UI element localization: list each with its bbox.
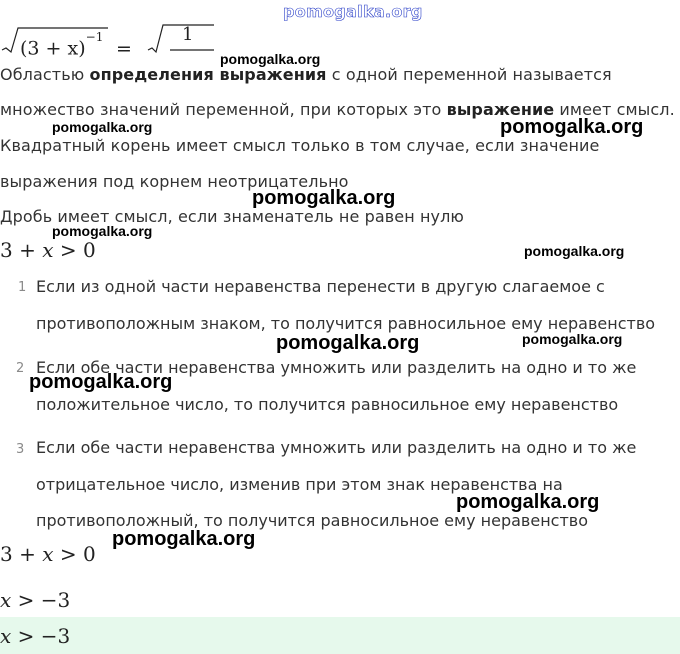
rule-3-line-3: противоположный, то получится равносильное ему неравенство [36,511,588,530]
rule-2-line-1: Если обе части неравенства умножить или разделить на одно и то же [36,358,637,377]
definition-line-1: Областью определения выражения с одной переменной называется [0,65,612,84]
inequality-2: 3 + x > 0 [0,542,96,566]
watermark: pomogalka.org [522,331,623,347]
rule-1-line-1: Если из одной части неравенства перенести в другую слагаемое с [36,277,605,296]
watermark: pomogalka.org [52,119,153,135]
watermark: pomogalka.org [276,332,420,354]
watermark: pomogalka.org [52,223,153,239]
rule-2-line-2: положительное число, то получится равносильное ему неравенство [36,395,619,414]
inequality-3: x > −3 [0,588,71,612]
rule-number: 2 [16,361,25,376]
inequality-1: 3 + x > 0 [0,238,96,262]
rule-1-line-2: противоположным знаком, то получится равносильное ему неравенство [36,314,656,333]
rule-number: 3 [16,442,25,457]
rule-3-line-2: отрицательное число, изменив при этом знак неравенства на [36,475,563,494]
inequality-answer: x > −3 [0,624,71,648]
answer-highlight [0,617,680,654]
rule-3-line-1: Если обе части неравенства умножить или разделить на одно и то же [36,438,637,457]
watermark: pomogalka.org [220,51,321,67]
watermark-top: pomogalka.org [283,2,423,21]
fraction-condition: Дробь имеет смысл, если знаменатель не равен нулю [0,207,464,226]
top-formula-numerator: 1 [182,24,194,45]
top-formula-equals: = [116,38,132,60]
sqrt-condition-line-1: Квадратный корень имеет смысл только в том случае, если значение [0,136,600,155]
watermark: pomogalka.org [456,491,600,513]
rule-number: 1 [18,280,27,295]
watermark: pomogalka.org [29,371,173,393]
watermark: pomogalka.org [500,116,644,138]
watermark: pomogalka.org [524,243,625,259]
watermark: pomogalka.org [112,528,256,550]
watermark: pomogalka.org [252,187,396,209]
top-formula-lhs: $(3 + x)^{-1}$ [20,30,104,60]
sqrt-condition-line-2: выражения под корнем неотрицательно [0,172,349,191]
definition-line-2: множество значений переменной, при которых это выражение имеет смысл. [0,100,675,119]
